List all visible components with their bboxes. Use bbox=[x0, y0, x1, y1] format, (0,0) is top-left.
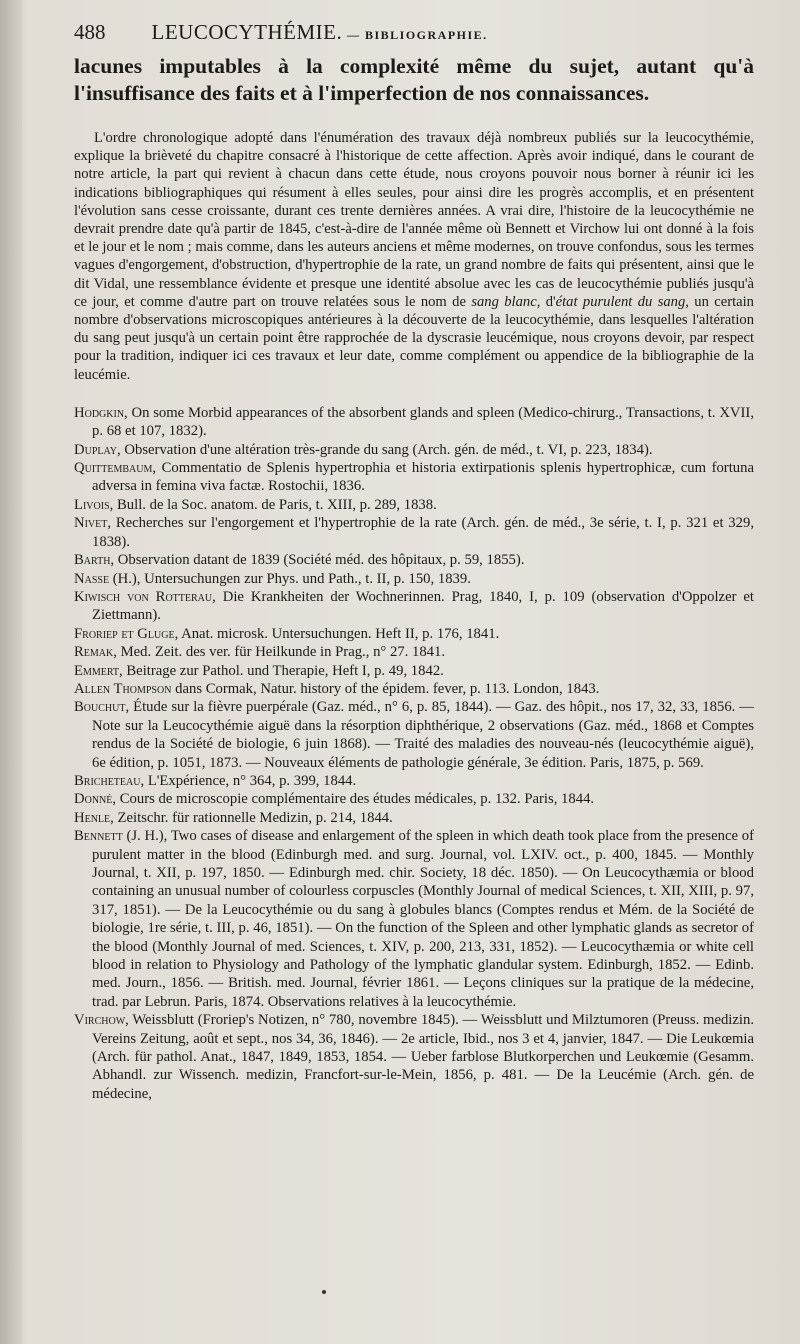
bib-text: , Observation datant de 1839 (Société méd. des hôpitaux, p. 59, 1855). bbox=[110, 552, 525, 569]
bib-author: Froriep et Gluge bbox=[74, 625, 175, 642]
page-content bbox=[74, 20, 754, 1103]
bib-text: , Bull. de la Soc. anatom. de Paris, t. XIII, p. 289, 1838. bbox=[109, 496, 437, 513]
bib-text: , Beitrage zur Pathol. und Therapie, Heft I, p. 49, 1842. bbox=[119, 662, 444, 679]
bib-text: , On some Morbid appearances of the absorbent glands and spleen (Medico-chirurg., Transactions, t. XVII, p. 68 et 107, 1832). bbox=[92, 404, 754, 440]
bib-entry bbox=[74, 1011, 754, 1103]
page-speck bbox=[322, 1290, 326, 1294]
bib-text: , Anat. microsk. Untersuchungen. Heft II, p. 176, 1841. bbox=[174, 625, 500, 642]
bib-entry bbox=[74, 680, 754, 698]
bib-author: Livois bbox=[74, 496, 110, 513]
intro-text-2: , d' bbox=[536, 293, 556, 310]
bib-author: Hodgkin bbox=[74, 404, 125, 421]
running-title: LEUCOCYTHÉMIE. bbox=[151, 20, 343, 44]
bib-entry bbox=[74, 570, 754, 588]
intro-text-3: , un certain nombre d'observations microscopiques antérieures à la découverte de la leucocythémie, dans lesquelles l'altération du sang peut jusqu'à un certain point être rapprochée de la dyscrasie leucémique, nous croyons devoir, par respect pour la tradition, indiquer ici ces travaux et leur date, comme complément ou appendice de la bibliographie de la leucémie. bbox=[74, 293, 754, 383]
running-head bbox=[74, 20, 754, 45]
bib-author: Virchow bbox=[74, 1012, 126, 1029]
bib-entry bbox=[74, 551, 754, 569]
bib-entry bbox=[74, 827, 754, 1011]
intro-emphasis-1: sang blanc bbox=[471, 293, 537, 310]
bib-author: Emmert bbox=[74, 662, 120, 679]
bib-entry bbox=[74, 698, 754, 772]
bib-author: Bennett bbox=[74, 828, 123, 845]
bib-author: Donné bbox=[74, 791, 113, 808]
bib-author: Bouchut bbox=[74, 699, 126, 716]
bib-author: Allen Thompson bbox=[74, 680, 172, 697]
bib-entry bbox=[74, 790, 754, 808]
bib-entry bbox=[74, 588, 754, 625]
bib-text: , Weissblutt (Froriep's Notizen, n° 780, novembre 1845). — Weissblutt und Milztumoren (Preuss. medizin. Vereins Zeitung, août et sept., nos 34, 36, 1846). — 2e article, Ibid., nos 3 et 4, janvier, 1847. — Die Leukœmia (Arch. für pathol. Anat., 1847, 1849, 1853, 1854. — Ueber farblose Blutkorperchen und Leukœmie (Gesamm. Abhandl. zur Wissench. medizin, Francfort-sur-le-Mein, 1856, p. 481. — De la Leucémie (Arch. gén. de médecine, bbox=[92, 1012, 754, 1102]
bib-author: Nivet bbox=[74, 515, 108, 532]
bib-entry bbox=[74, 404, 754, 441]
page-number: 488 bbox=[74, 20, 106, 44]
bib-author: Kiwisch von Rotterau bbox=[74, 588, 213, 605]
bib-entry bbox=[74, 441, 754, 459]
bib-text: , Zeitschr. für rationnelle Medizin, p. 214, 1844. bbox=[110, 809, 393, 826]
bib-entry bbox=[74, 662, 754, 680]
intro-emphasis-2: état purulent du sang bbox=[555, 293, 686, 310]
bib-text: , Die Krankheiten der Wochnerinnen. Prag, 1840, I, p. 109 (observation d'Oppolzer et Ziettmann). bbox=[92, 588, 754, 624]
bib-text: , Observation d'une altération très-grande du sang (Arch. gén. de méd., t. VI, p. 223, 1834). bbox=[117, 441, 653, 458]
bib-text: (H.), Untersuchungen zur Phys. und Path., t. II, p. 150, 1839. bbox=[109, 570, 471, 587]
bib-text: , Recherches sur l'engorgement et l'hypertrophie de la rate (Arch. gén. de méd., 3e série, t. I, p. 321 et 329, 1838). bbox=[92, 515, 754, 550]
bib-author: Remak bbox=[74, 644, 114, 661]
bib-text: , L'Expérience, n° 364, p. 399, 1844. bbox=[140, 772, 357, 789]
bib-entry bbox=[74, 496, 754, 514]
bibliography-list bbox=[74, 404, 754, 1103]
bib-entry bbox=[74, 772, 754, 790]
bib-author: Bricheteau bbox=[74, 772, 141, 789]
bib-author: Quittembaum bbox=[74, 460, 153, 477]
lead-paragraph: lacunes imputables à la complexité même du sujet, autant qu'à l'insuffisance des faits et à l'imperfection de nos connaissances. bbox=[74, 54, 754, 105]
intro-paragraph bbox=[74, 129, 754, 384]
bib-text: dans Cormak, Natur. history of the épidem. fever, p. 113. London, 1843. bbox=[171, 680, 600, 697]
bib-entry bbox=[74, 643, 754, 661]
bib-entry bbox=[74, 625, 754, 643]
bib-author: Henle bbox=[74, 809, 111, 826]
bib-author: Nasse bbox=[74, 570, 110, 587]
running-subtitle: — BIBLIOGRAPHIE. bbox=[346, 28, 488, 42]
intro-text-1: L'ordre chronologique adopté dans l'énumération des travaux déjà nombreux publiés sur la leucocythémie, explique la brièveté du chapitre consacré à l'historique de cette affection. Après avoir indiqué, dans le courant de notre article, la part qui revient à chacun dans cette étude, nous croyons pouvoir nous borner à réunir ici les indications bibliographiques qui résument à elles seules, pour ainsi dire les progrès accomplis, et en présentent l'évolution sans cesse croissante, durant ces trente dernières années. A vrai dire, l'histoire de la leucocythémie ne devrait prendre date qu'à partir de 1845, c'est-à-dire de l'année même où Bennett et Virchow lui ont donné à la fois et le jour et le nom ; mais comme, dans les auteurs anciens et même modernes, on trouve confondus, sous les termes vagues d'engorgement, d'obstruction, d'hypertrophie de la rate, un grand nombre de faits qui présentent, ainsi que le dit Vidal, une ressemblance évidente et presque une identité absolue avec les cas de leucocythémie publiés jusqu'à ce jour, et comme d'autre part on trouve relatées sous le nom de bbox=[74, 130, 754, 310]
bib-text: , Étude sur la fièvre puerpérale (Gaz. méd., n° 6, p. 85, 1844). — Gaz. des hôpit., nos 17, 32, 33, 1856. — Note sur la Leucocythémie aiguë dans la résorption diphthérique, 2 observations (Gaz. méd., 1868 et Comptes rendus de la Société de biologie, 6 juin 1868). — Traité des maladies des nouveau-nés (leucocythémie aiguë), 6e édition, p. 1051, 1873. — Nouveaux éléments de pathologie générale, 3e édition. Paris, 1875, p. 569. bbox=[92, 699, 754, 771]
bib-entry bbox=[74, 459, 754, 496]
bib-text: (J. H.), Two cases of disease and enlargement of the spleen in which death took place from the presence of purulent matter in the blood (Edinburgh med. and surg. Journal, vol. LXIV. oct., p. 400, 1845. — Monthly Journal, t. XII, p. 197, 1850. — Edinburgh med. chir. Society, 18 déc. 1850). — On Leucocythæmia or blood containing an unusual number of colourless corpuscles (Monthly Journal of medical Sciences, t. XII, XIII, p. 97, 317, 1851). — De la Leucocythémie ou du sang à globules blancs (Comptes rendus et Mém. de la Société de biologie, 1re série, t. III, p. 46, 1851). — On the function of the Spleen and other lymphatic glands as secretor of the blood (Monthly Journal of med. Sciences, t. XIV, p. 200, 213, 331, 1852). — Leucocythæmia or white cell blood in relation to Physiology and Pathology of the lymphatic glandular system. Edinburgh, 1852. — Edinb. med. Journ., 1856. — British. med. Journal, février 1861. — Leçons cliniques sur la pratique de la médecine, trad. par Lebrun. Paris, 1874. Observations relatives à la leucocythémie. bbox=[92, 828, 754, 1010]
bib-entry bbox=[74, 809, 754, 827]
bib-author: Duplay bbox=[74, 441, 118, 458]
bib-text: , Med. Zeit. des ver. für Heilkunde in Prag., n° 27. 1841. bbox=[113, 644, 446, 661]
bib-author: Barth bbox=[74, 552, 111, 569]
bib-text: , Cours de microscopie complémentaire des études médicales, p. 132. Paris, 1844. bbox=[112, 791, 595, 808]
page-binding-edge bbox=[0, 0, 22, 1344]
bib-entry bbox=[74, 514, 754, 551]
bib-text: , Commentatio de Splenis hypertrophia et historia extirpationis splenis hypertrophicæ, cum fortuna adversa in femina viva factæ. Rostochii, 1836. bbox=[92, 460, 754, 495]
